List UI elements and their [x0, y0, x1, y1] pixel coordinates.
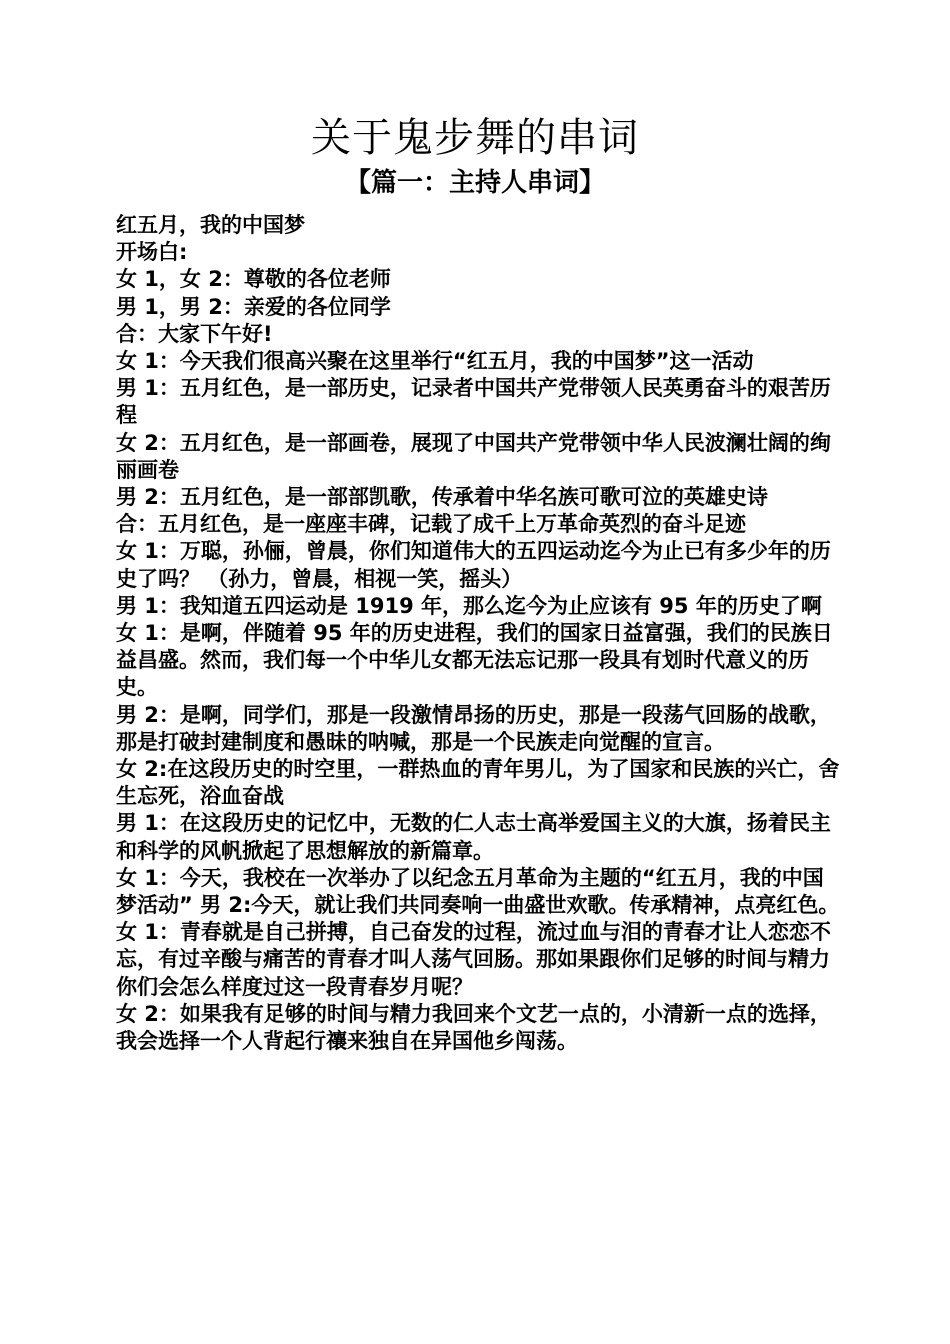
document-body: [116, 212, 840, 1055]
paragraph: 女 1，女 2：尊敬的各位老师: [116, 267, 391, 292]
paragraph: 男 2：五月红色，是一部部凯歌，传承着中华名族可歌可泣的英雄史诗: [116, 485, 768, 510]
paragraph: 女 1：是啊，伴随着 95 年的历史进程，我们的国家日益富强，我们的民族日益昌盛。然而，我们每一个中华儿女都无法忘记那一段具有划时代意义的历史。: [116, 621, 833, 700]
paragraph: 女 1：今天，我校在一次举办了以纪念五月革命为主题的“红五月，我的中国梦活动” 男 2:今天，就让我们共同奏响一曲盛世欢歌。传承精神，点亮红色。: [116, 865, 840, 918]
paragraph: 女 2:在这段历史的时空里，一群热血的青年男儿，为了国家和民族的兴亡，舍生忘死，浴血奋战: [116, 757, 840, 809]
paragraph: 女 2：如果我有足够的时间与精力我回来个文艺一点的，小清新一点的选择，我会选择一个人背起行禳来独自在异国他乡闯荡。: [116, 1001, 831, 1054]
paragraph: 男 2：是啊，同学们，那是一段激情昂扬的历史，那是一段荡气回肠的战歌，那是打破封建制度和愚昧的呐喊，那是一个民族走向觉醒的宣言。: [116, 702, 831, 754]
paragraph: 合：大家下午好!: [116, 321, 273, 346]
paragraph: 男 1：我知道五四运动是 1919 年，那么迄今为止应该有 95 年的历史了啊: [116, 593, 822, 618]
paragraph: 女 2：五月红色，是一部画卷，展现了中国共产党带领中华人民波澜壮阔的绚丽画卷: [116, 430, 831, 482]
paragraph: 男 1：在这段历史的记忆中，无数的仁人志士高举爱国主义的大旗，扬着民主和科学的风帆掀起了思想解放的新篇章。: [116, 811, 831, 863]
paragraph: 女 1：青春就是自己拼搏，自己奋发的过程，流过血与泪的青春才让人恋恋不忘，有过辛酸与痛苦的青春才叫人荡气回肠。那如果跟你们足够的时间与精力你们会怎么样度过这一段青春岁月呢？: [116, 920, 831, 999]
document-title: 关于鬼步舞的串词: [311, 115, 639, 161]
paragraph: 男 1：五月红色，是一部历史，记录者中国共产党带领人民英勇奋斗的艰苦历程: [116, 376, 831, 428]
paragraph: 男 1，男 2：亲爱的各位同学: [116, 294, 391, 319]
paragraph: 红五月，我的中国梦: [116, 213, 305, 237]
paragraph: 女 1：万聪，孙俪，曾晨，你们知道伟大的五四运动迄今为止已有多少年的历史了吗？ （孙力，曾晨，相视一笑，摇头）: [116, 539, 831, 591]
paragraph: 开场白:: [116, 240, 188, 265]
document-subtitle: 【篇一：主持人串词】: [344, 168, 605, 198]
paragraph: 合：五月红色，是一座座丰碑，记载了成千上万革命英烈的奋斗足迹: [116, 512, 746, 537]
paragraph: 女 1：今天我们很高兴聚在这里举行“红五月，我的中国梦”这一活动: [116, 349, 754, 374]
